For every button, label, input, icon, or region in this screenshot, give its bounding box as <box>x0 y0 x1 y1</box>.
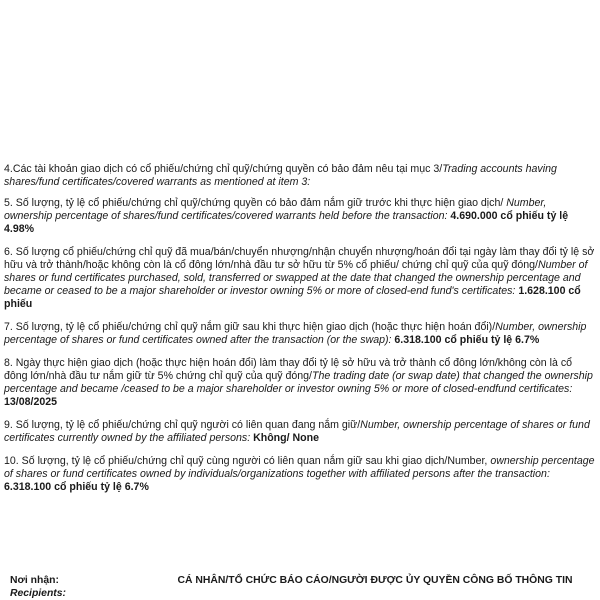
item-4-vi: 4.Các tài khoản giao dịch có cổ phiếu/chứng chỉ quỹ/chứng quyền có bảo đảm nêu tại mục 3/ <box>4 163 443 175</box>
item-8-en: The trading date (or swap date) that changed the ownership percentage and became /ceased to be a major shareholder or investor owning 5% or more of closed-endfund certificates: <box>4 370 593 395</box>
item-8-value: 13/08/2025 <box>4 396 58 408</box>
item-5-en: Number, ownership percentage of shares/fund certificates/covered warrants held before the transaction: <box>4 197 547 222</box>
item-9-en: Number, ownership percentage of shares or fund certificates currently owned by the affiliated persons: <box>4 419 590 444</box>
item-7-en: Number, ownership percentage of shares or fund certificates owned after the transaction (or the swap): <box>4 321 587 346</box>
item-4-en: Trading accounts having shares/fund certificates/covered warrants as mentioned at item 3: <box>4 163 557 188</box>
document-footer <box>0 574 600 600</box>
item-5 <box>4 197 596 236</box>
item-6-en: Number of shares or fund certificates purchased, sold, transferred or swapped at the date that changed the ownership percentage and became or ceased to be a major shareholder or investor owning 5% or more of closed-end fund's certificates: <box>4 259 588 297</box>
item-7-vi: 7. Số lượng, tỷ lệ cổ phiếu/chứng chỉ quỹ nắm giữ sau khi thực hiện giao dịch (hoặc thực hiện hoán đổi)/ <box>4 321 496 333</box>
signature-heading: CÁ NHÂN/TỔ CHỨC BÁO CÁO/NGƯỜI ĐƯỢC ỦY QUYỀN CÔNG BỐ THÔNG TIN <box>177 575 573 586</box>
item-10-value: 6.318.100 cổ phiếu tỷ lệ 6.7% <box>4 481 149 493</box>
item-8 <box>4 357 596 409</box>
item-7-value: 6.318.100 cổ phiếu tỷ lệ 6.7% <box>391 334 540 346</box>
item-4 <box>4 163 596 189</box>
item-6-value: 1.628.100 cổ phiếu <box>4 285 581 310</box>
item-10-vi: 10. Số lượng, tỷ lệ cổ phiếu/chứng chỉ quỹ cùng người có liên quan nắm giữ sau khi giao dịch/Number, <box>4 455 491 467</box>
item-8-vi: 8. Ngày thực hiện giao dịch (hoặc thực hiện hoán đổi) làm thay đổi tỷ lệ sở hữu và trở thành cổ đông lớn/không còn là cổ đông lớn/nhà đầu tư nắm giữ từ 5% chứng chỉ quỹ của quỹ đóng/ <box>4 357 573 382</box>
item-7 <box>4 321 596 347</box>
item-10 <box>4 455 596 494</box>
item-9-value: Không/ None <box>250 432 319 444</box>
item-10-en: ownership percentage of shares or fund certificates owned by individuals/organizations together with affiliated persons after the transaction: <box>4 455 595 480</box>
recipients-label-en: Recipients: <box>10 588 67 599</box>
disclosure-report-body <box>4 163 596 504</box>
item-6 <box>4 246 596 311</box>
item-9 <box>4 419 596 445</box>
recipients-block <box>10 574 140 600</box>
item-9-vi: 9. Số lượng, tỷ lệ cổ phiếu/chứng chỉ quỹ người có liên quan đang nắm giữ/ <box>4 419 361 431</box>
item-6-vi: 6. Số lượng cổ phiếu/chứng chỉ quỹ đã mua/bán/chuyển nhượng/nhận chuyển nhượng/hoán đổi tại ngày làm thay đổi tỷ lệ sở hữu và trở thành/hoặc không còn là cổ đông lớn/nhà đầu tư sở hữu từ 5% cổ phiếu/ chứng chỉ quỹ của quỹ đóng/ <box>4 246 595 271</box>
item-5-value: 4.690.000 cổ phiếu tỷ lệ 4.98% <box>4 210 569 235</box>
item-5-vi: 5. Số lượng, tỷ lệ cổ phiếu/chứng chỉ quỹ/chứng quyền có bảo đảm nắm giữ trước khi thực hiện giao dịch/ <box>4 197 507 209</box>
recipients-label-vi: Nơi nhận: <box>10 575 59 586</box>
